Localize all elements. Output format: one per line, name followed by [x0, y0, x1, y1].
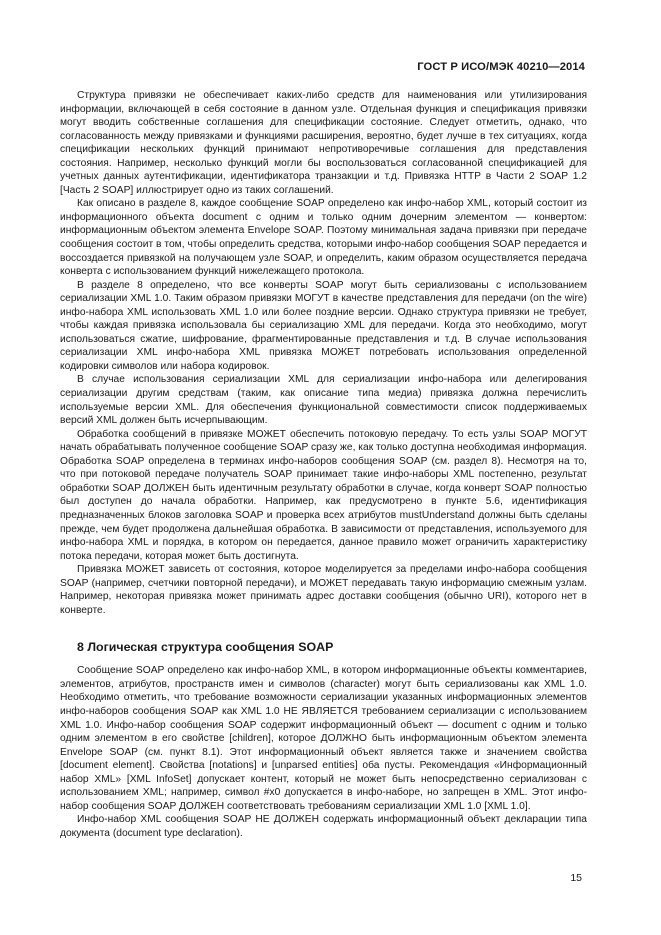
paragraph-doctype-restriction: Инфо-набор XML сообщения SOAP НЕ ДОЛЖЕН содержать информационный объект декларации типа документа (document type declaration).	[60, 814, 587, 839]
paragraph-binding-state: Структура привязки не обеспечивает каких-либо средств для наименования или утилизирования информации, включающей в себя состояние в данном узле. Отдельная функция и спецификация привязки могут вводить собственные соглашения для спецификации состояние. Следует отметить, однако, что согласованность между привязками и функциями расширения, вероятно, будет лучше в тех ситуациях, когда спецификации нескольких функций принимают непротиворечивые соглашения для представления состояния. Например, несколько функций могли бы воспользоваться согласованной спецификацией для учетных данных аутентификации, идентификатора транзакции и т.д. Привязка HTTP в Части 2 SOAP 1.2 [Часть 2 SOAP] иллюстрирует одно из таких соглашений.	[60, 90, 587, 196]
paragraph-xml-versions: В случае использования сериализации XML для сериализации инфо-набора или делегирования сериализации другим средствам (таким, как описание типа медиа) привязка должна перечислить используемые версии XML. Для обеспечения функциональной совместимости список поддерживаемых версий XML должен быть исчерпывающим.	[60, 374, 587, 427]
section-heading: 8 Логическая структура сообщения SOAP	[77, 640, 334, 655]
page-content	[60, 89, 587, 840]
paragraph-message-definition: Сообщение SOAP определено как инфо-набор XML, в котором информационные объекты комментариев, элементов, атрибутов, пространств имен и символов (character) могут быть сериализованы как XML 1.0. Необходимо отметить, что требование возможности сериализации указанных информационных элементов инфо-наборов сообщения SOAP как XML 1.0 НЕ ЯВЛЯЕТСЯ требованием сериализации с использованием XML 1.0. Инфо-набор сообщения SOAP содержит информационный объект — document с одним и только одним элементом в его свойстве [children], которое ДОЛЖНО быть информационным объектом элемента Envelope SOAP (см. пункт 8.1). Этот информационный объект является также и значением свойства [document element]. Свойства [notations] и [unparsed entities] оба пусты. Рекомендация «Информационный набор XML» [XML InfoSet] допускает контент, который не может быть непосредственно сериализован с использованием XML; например, символ #x0 допускается в инфо-наборе, но запрещен в XML. Этот инфо-набор сообщения SOAP ДОЛЖЕН соответствовать требованиям сериализации XML 1.0 [XML 1.0].	[60, 665, 587, 812]
page-number: 15	[570, 872, 582, 884]
paragraph-streaming: Обработка сообщений в привязке МОЖЕТ обеспечить потоковую передачу. То есть узлы SOAP МОГУТ начать обрабатывать полученное сообщение SOAP сразу же, как только доступна необходимая информация. Обработка SOAP определена в терминах инфо-наборов сообщения SOAP (см. раздел 8). Несмотря на то, что при потоковой передаче получатель SOAP принимает такие инфо-наборы XML постепенно, результат обработки SOAP ДОЛЖЕН быть идентичным результату обработки в случае, когда конверт SOAP полностью был доступен до начала обработки. Например, как предусмотрено в пункте 5.6, идентификация предназначенных блоков заголовка SOAP и проверка всех атрибутов mustUnderstand должны быть сделаны прежде, чем будет продолжена дальнейшая обработка. В зависимости от представления, используемого для инфо-набора XML и порядка, в котором он передается, данное правило может ограничить характеристику потока передачи, которая может быть достигнута.	[60, 428, 587, 562]
standard-header: ГОСТ Р ИСО/МЭК 40210—2014	[417, 61, 585, 73]
paragraph-message-infoset: Как описано в разделе 8, каждое сообщение SOAP определено как инфо-набор XML, который состоит из информационного объекта document с одним и только одним дочерним элементом — конвертом: информационным объектом элемента Envelope SOAP. Поэтому минимальная задача привязки при передаче сообщения состоит в том, чтобы определить средства, которыми инфо-набор сообщения SOAP передается и воссоздается привязкой на получающем узле SOAP, и определить, каким образом осуществляется передача конверта с использованием функций нижележащего протокола.	[60, 198, 587, 278]
paragraph-binding-dependency: Привязка МОЖЕТ зависеть от состояния, которое моделируется за пределами инфо-набора сообщения SOAP (например, счетчики повторной передачи), и МОЖЕТ передавать такую информацию смежным узлам. Например, некоторая привязка может принимать адрес доставки сообщения (обычно URI), которого нет в конверте.	[60, 564, 587, 616]
paragraph-xml-serialization: В разделе 8 определено, что все конверты SOAP могут быть сериализованы с использованием сериализации XML 1.0. Таким образом привязки МОГУТ в качестве представления для передачи (on the wire) инфо-набора XML использовать XML 1.0 или более поздние версии. Однако структура привязки не требует, чтобы каждая привязка использовала бы сериализацию XML для передачи. Когда это необходимо, могут использоваться сжатие, шифрование, фрагментированные представления и т.д. В случае использования сериализации XML инфо-набора XML привязка МОЖЕТ потребовать использования определенной кодировки символов или набора кодировок.	[60, 279, 587, 372]
